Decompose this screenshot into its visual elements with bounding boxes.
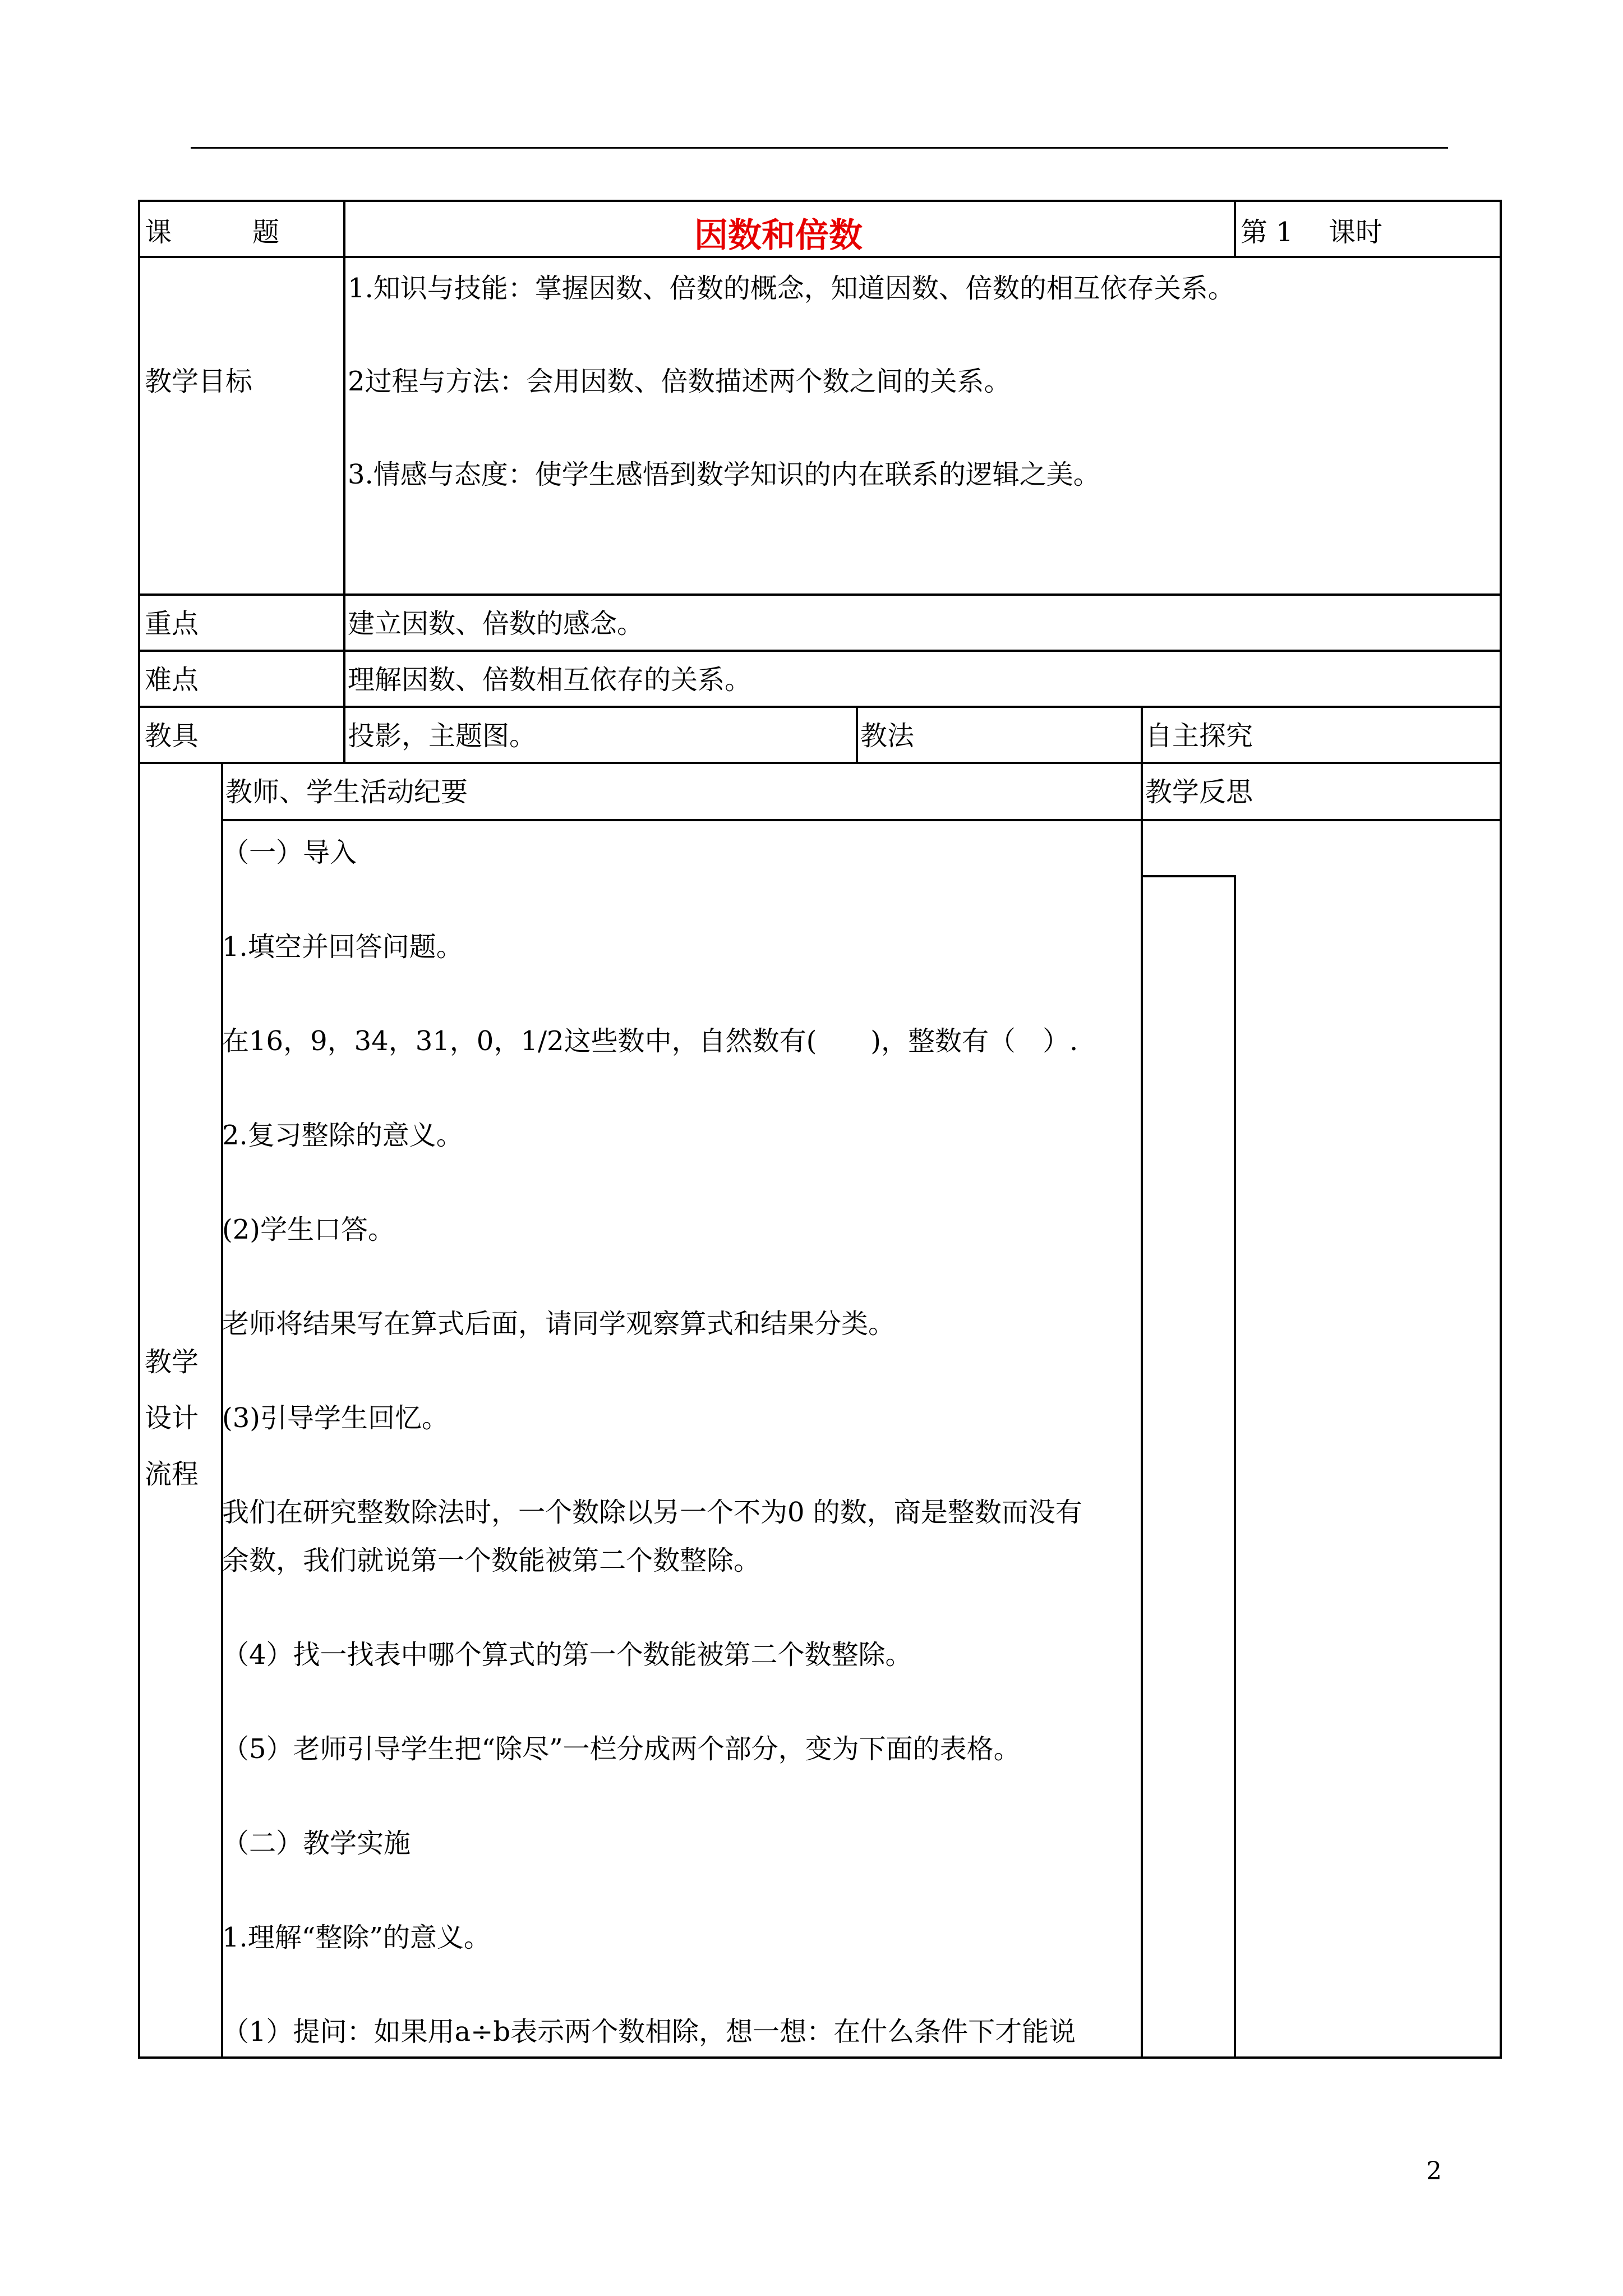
activity-line: 我们在研究整数除法时，一个数除以另一个不为0 的数，商是整数而没有 <box>222 1497 1082 1528</box>
key-point-label: 重点 <box>145 608 199 639</box>
topic-label: 课 题 <box>145 217 280 248</box>
key-point-value: 建立因数、倍数的感念。 <box>348 608 644 639</box>
col-divider <box>1234 202 1236 257</box>
activity-line: 在16，9，34，31，0，1/2这些数中，自然数有( )，整数有（ ）. <box>222 1025 1078 1057</box>
reflection-header: 教学反思 <box>1145 776 1253 808</box>
lesson-period: 第 1 课时 <box>1241 217 1383 248</box>
activity-line: 余数，我们就说第一个数能被第二个数整除。 <box>222 1545 761 1576</box>
side-label-line: 流程 <box>145 1458 199 1490</box>
activities-header: 教师、学生活动纪要 <box>225 776 468 808</box>
activity-line: 1.填空并回答问题。 <box>222 931 463 963</box>
method-label: 教法 <box>860 720 915 752</box>
activity-line: （一）导入 <box>222 837 357 868</box>
tools-label: 教具 <box>145 720 199 752</box>
col-divider <box>856 706 858 763</box>
activity-line: 1.理解“整除”的意义。 <box>222 1922 491 1953</box>
lesson-title: 因数和倍数 <box>694 216 863 255</box>
objective-item: 3.情感与态度：使学生感悟到数学知识的内在联系的逻辑之美。 <box>348 459 1100 490</box>
header-rule <box>191 147 1448 149</box>
activity-line: 老师将结果写在算式后面，请同学观察算式和结果分类。 <box>222 1308 896 1340</box>
reflection-inner-right <box>1234 875 1236 2059</box>
objective-item: 1.知识与技能：掌握因数、倍数的概念，知道因数、倍数的相互依存关系。 <box>348 273 1235 304</box>
row-divider <box>221 819 1500 821</box>
objective-item: 2过程与方法：会用因数、倍数描述两个数之间的关系。 <box>348 366 1011 397</box>
activity-line: （5）老师引导学生把“除尽”一栏分成两个部分，变为下面的表格。 <box>222 1733 1021 1765</box>
activity-line: （二）教学实施 <box>222 1828 411 1859</box>
method-value: 自主探究 <box>1145 720 1253 752</box>
activity-line: （1）提问：如果用a÷b表示两个数相除，想一想：在什么条件下才能说 <box>222 2016 1076 2047</box>
tools-value: 投影，主题图。 <box>348 720 537 752</box>
activity-line: (3)引导学生回忆。 <box>222 1402 449 1434</box>
col-divider <box>1141 706 1143 763</box>
reflection-inner-top <box>1143 875 1236 877</box>
side-label-line: 教学 <box>145 1346 199 1378</box>
difficulty-label: 难点 <box>145 664 199 696</box>
col-divider <box>343 202 345 763</box>
design-side-label <box>145 1334 199 1502</box>
objectives-label: 教学目标 <box>145 366 253 397</box>
activity-line: (2)学生口答。 <box>222 1214 395 1245</box>
page-number: 2 <box>1426 2157 1442 2185</box>
activity-line: （4）找一找表中哪个算式的第一个数能被第二个数整除。 <box>222 1639 912 1671</box>
col-divider <box>1141 762 1143 2059</box>
difficulty-value: 理解因数、倍数相互依存的关系。 <box>348 664 752 696</box>
activity-line: 2.复习整除的意义。 <box>222 1120 463 1151</box>
side-label-line: 设计 <box>145 1402 199 1434</box>
